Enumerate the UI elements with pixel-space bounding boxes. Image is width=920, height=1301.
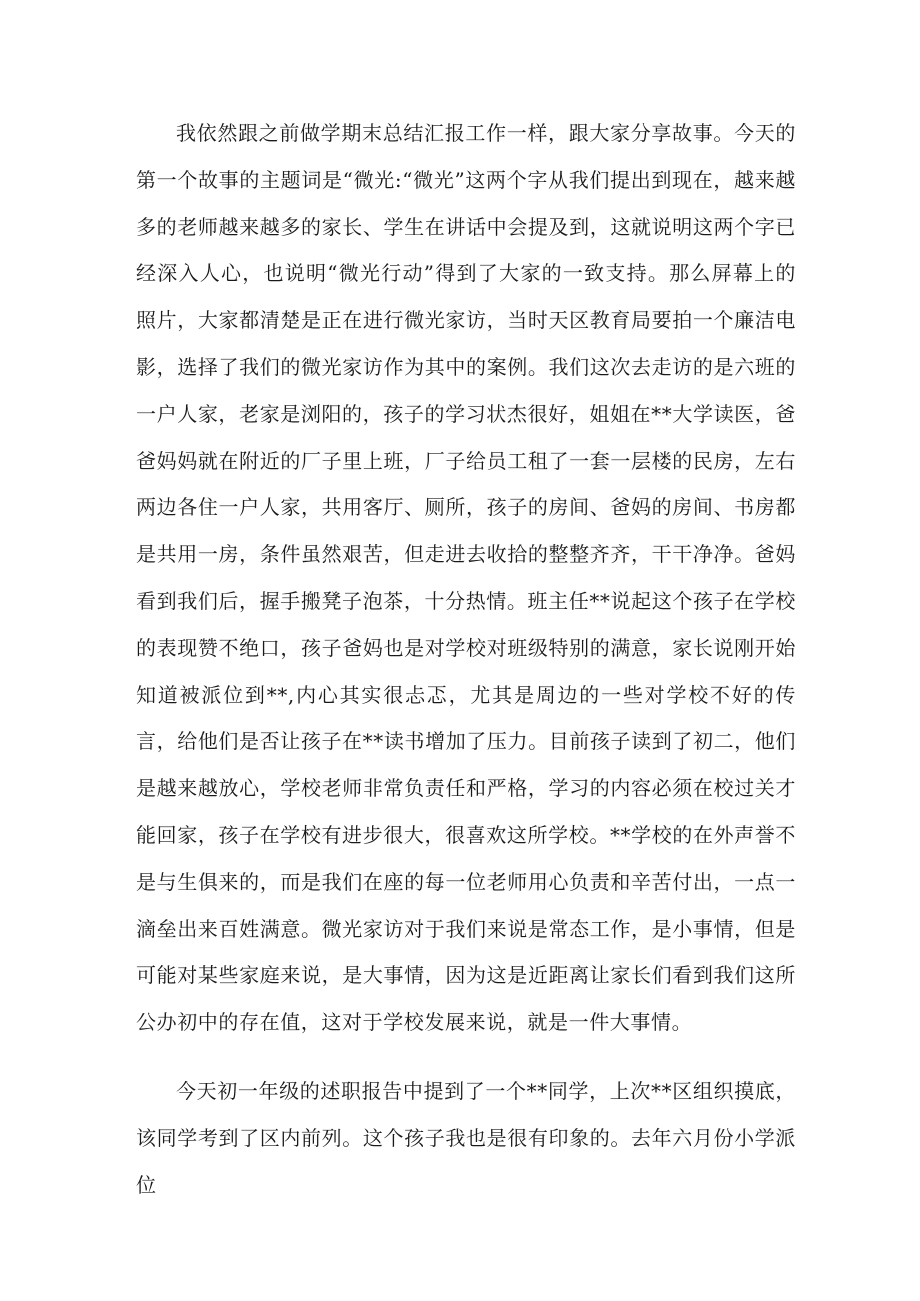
paragraph-home-visit-story: 我依然跟之前做学期末总结汇报工作一样，跟大家分享故事。今天的第一个故事的主题词是“微光:“微光”这两个字从我们提出到现在，越来越多的老师越来越多的家长、学生在讲话中会提及到，这就说明这两个字已经深入人心，也说明“微光行动”得到了大家的一致支持。那么屏幕上的照片，大家都清楚是正在进行微光家访，当时天区教育局要拍一个廉洁电影，选择了我们的微光家访作为其中的案例。我们这次去走访的是六班的一户人家，老家是浏阳的，孩子的学习状杰很好，姐姐在**大学读医，爸爸妈妈就在附近的厂子里上班，厂子给员工租了一套一层楼的民房，左右两边各住一户人家，共用客厅、厕所，孩子的房间、爸妈的房间、书房都是共用一房，条件虽然艰苦，但走进去收拾的整整齐齐，干干净净。爸妈看到我们后，握手搬凳子泡茶，十分热情。班主任**说起这个孩子在学校的表现赞不绝口，孩子爸妈也是对学校对班级特别的满意，家长说刚开始知道被派位到**,内心其实很忐忑，尤其是周边的一些对学校不好的传言，给他们是否让孩子在**读书增加了压力。目前孩子读到了初二，他们是越来越放心，学校老师非常负责任和严格，学习的内容必须在校过关才能回家，孩子在学校有进步很大，很喜欢这所学校。**学校的在外声誉不是与生俱来的，而是我们在座的每一位老师用心负责和辛苦付出，一点一滴垒出来百姓满意。微光家访对于我们来说是常态工作，是小事情，但是可能对某些家庭来说，是大事情，因为这是近距离让家长们看到我们这所公办初中的存在值，这对于学校发展来说，就是一件大事情。 <box>136 121 796 1035</box>
paragraph-student-story: 今天初一年级的述职报告中提到了一个**同学，上次**区组织摸底，该同学考到了区内前列。这个孩子我也是很有印象的。去年六月份小学派位 <box>136 1078 796 1197</box>
document-body <box>136 110 796 1208</box>
